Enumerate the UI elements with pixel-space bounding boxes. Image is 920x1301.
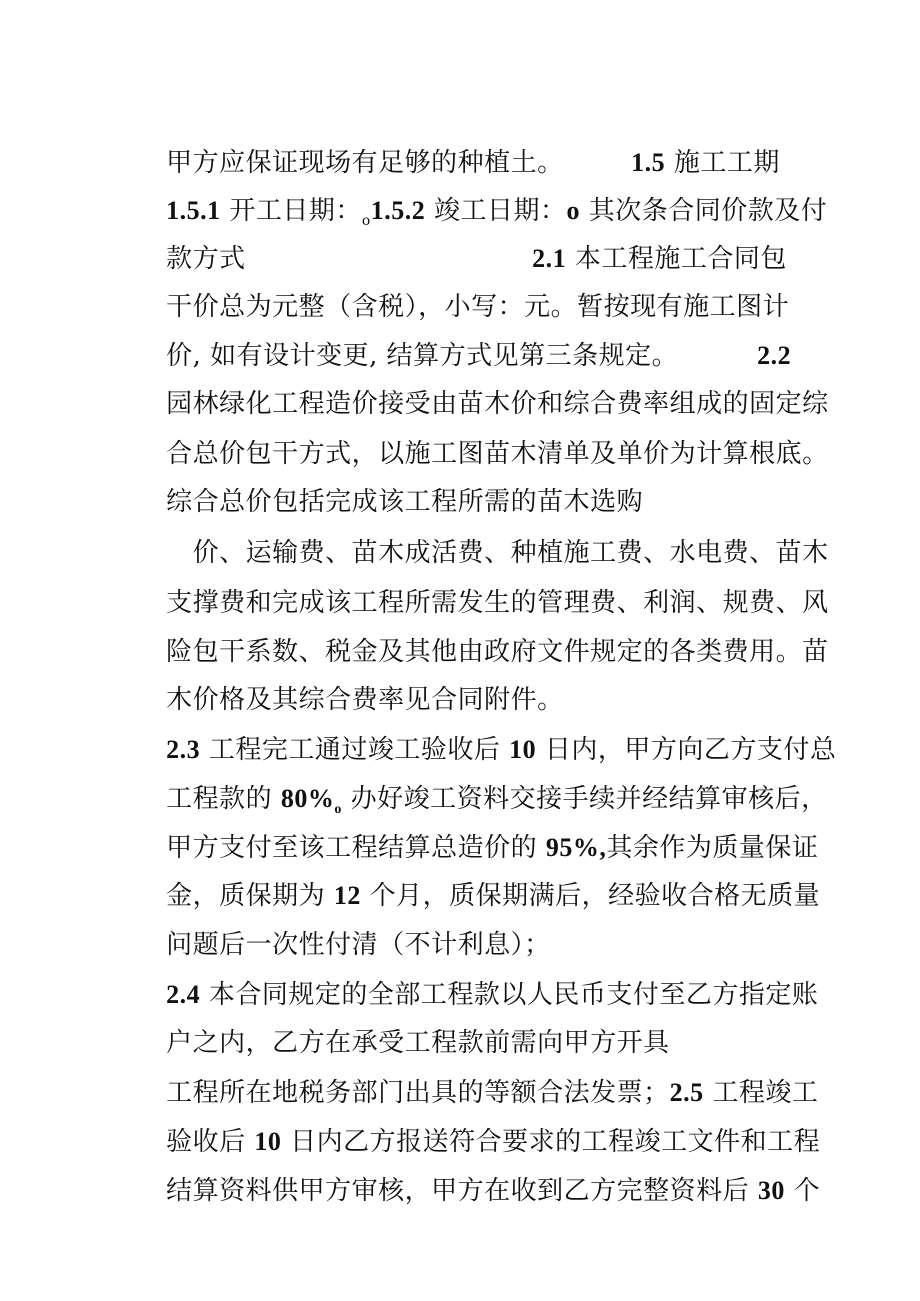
clause-text: 日内乙方报送符合要求的工程竣工文件和工程	[281, 1127, 821, 1157]
clause-text: 工程完工通过竣工验收后	[200, 735, 510, 765]
clause-text: 甲方支付至该工程结算总造价的	[166, 833, 546, 863]
section-number: 1.5	[631, 148, 666, 177]
text-line-22	[131, 1146, 820, 1236]
clause-text: 竣工日期：	[425, 196, 567, 226]
clause-value: 80%	[280, 784, 335, 813]
clause-value: 12	[333, 881, 361, 910]
clause-text: 其余作为质量保证	[606, 833, 819, 863]
clause-text: 其次条合同价款及付	[580, 196, 828, 226]
clause-number: 2.5	[669, 1078, 704, 1107]
clause-text-sub: o	[334, 802, 342, 817]
clause-text: 开工日期：	[220, 196, 362, 226]
clause-text: 本工程施工合同包	[566, 244, 787, 274]
clause-value: 95%,	[545, 833, 607, 862]
clause-text: 验收后	[166, 1127, 255, 1157]
clause-text: 木价格及其综合费率见合同附件。	[166, 685, 564, 715]
clause-text: 干价总为元整（含税），小写：元。暂按现有施工图计	[166, 292, 790, 322]
clause-value: 30	[757, 1176, 785, 1205]
clause-text: 金，质保期为	[166, 881, 334, 911]
clause-text: 工程款的	[166, 784, 281, 814]
clause-text: 支撑费和完成该工程所需发生的管理费、利润、规费、风	[166, 588, 829, 618]
clause-number: 2.2	[757, 341, 792, 370]
clause-text: 问题后一次性付清（不计利息）；	[166, 930, 551, 960]
clause-text: 综合总价包括完成该工程所需的苗木选购	[166, 487, 644, 517]
clause-text: 园林绿化工程造价接受由苗木价和综合费率组成的固定综	[166, 389, 829, 419]
clause-text: 户之内，乙方在承受工程款前需向甲方开具	[166, 1028, 670, 1058]
clause-number: 2.4	[166, 980, 201, 1009]
clause-text: 日内，甲方向乙方支付总	[536, 735, 837, 765]
clause-text: 工程所在地税务部门出具的等额合法发票；	[166, 1078, 670, 1108]
clause-text: 价, 如有设计变更, 结算方式见第三条规定。	[166, 341, 679, 371]
clause-text: 结算资料供甲方审核，甲方在收到乙方完整资料后	[166, 1176, 758, 1206]
clause-text-sub: o	[361, 213, 371, 229]
clause-text: 合总价包干方式，以施工图苗木清单及单价为计算根底。	[166, 439, 829, 469]
clause-text: 办好竣工资料交接手续并经结算审核后，	[341, 784, 828, 814]
section-title: 施工工期	[665, 148, 780, 178]
clause-number: 2.1	[532, 244, 567, 273]
clause-text: 个	[784, 1176, 821, 1206]
clause-text: 本合同规定的全部工程款以人民币支付至乙方指定账	[200, 980, 819, 1010]
clause-text: 险包干系数、税金及其他由政府文件规定的各类费用。苗	[166, 637, 829, 667]
clause-value: 10	[254, 1127, 282, 1156]
clause-number: 2.3	[166, 735, 201, 764]
clause-value: 10	[509, 735, 537, 764]
clause-text-bold: o	[566, 196, 581, 225]
clause-text: 甲方应保证现场有足够的种植土。	[166, 148, 564, 178]
clause-number: 1.5.1	[166, 196, 221, 225]
clause-text: 工程竣工	[703, 1078, 819, 1108]
clause-text: 价、运输费、苗木成活费、种植施工费、水电费、苗木	[166, 538, 829, 568]
clause-text: 个月，质保期满后，经验收合格无质量	[360, 881, 821, 911]
clause-text: 款方式	[166, 244, 246, 274]
clause-number: 1.5.2	[370, 196, 426, 225]
